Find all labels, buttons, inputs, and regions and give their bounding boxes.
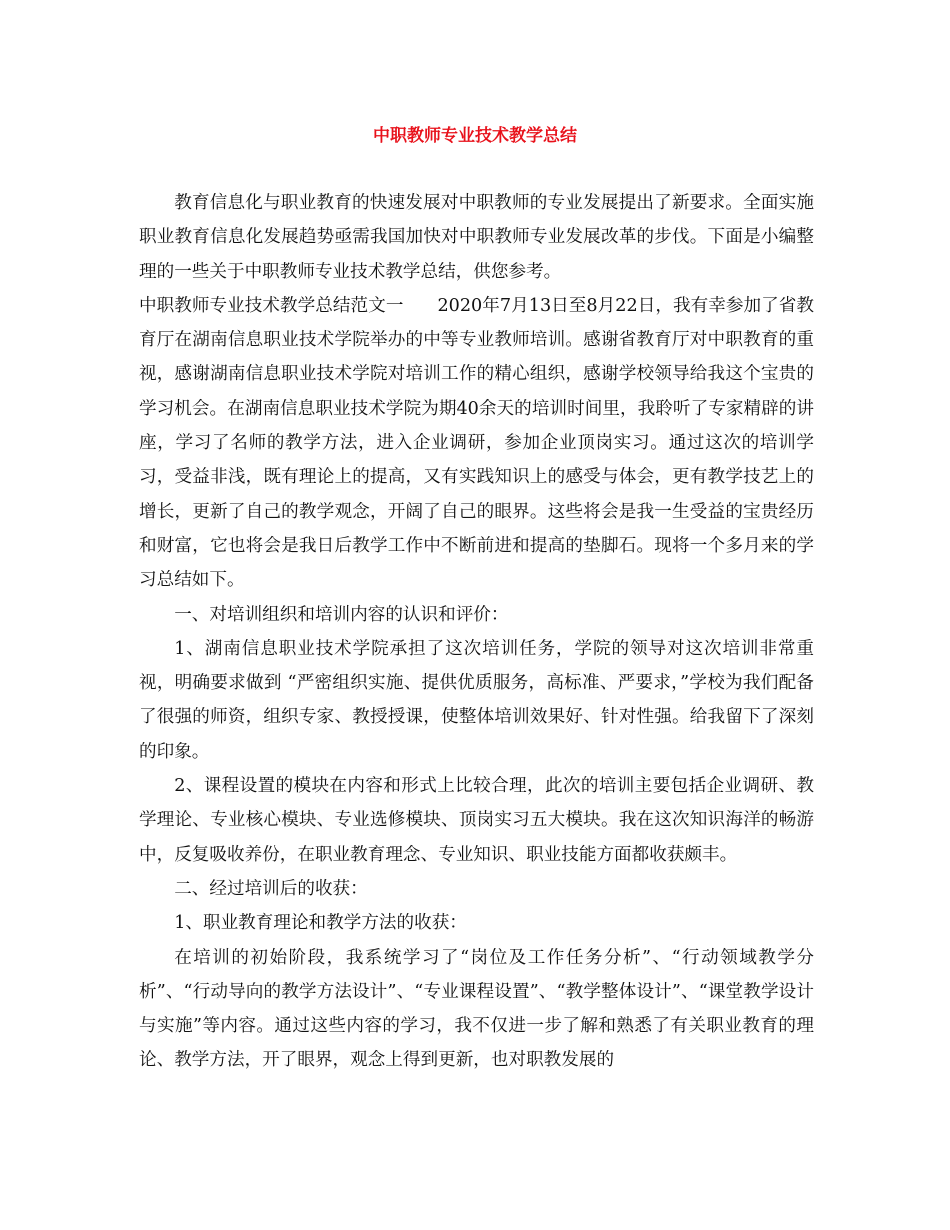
document-body: [139, 186, 814, 1078]
intro-paragraph: 教育信息化与职业教育的快速发展对中职教师的专业发展提出了新要求。全面实施职业教育信息化发展趋势亟需我国加快对中职教师专业发展改革的步伐。下面是小编整理的一些关于中职教师专业技术教学总结，供您参考。: [139, 193, 814, 282]
document-title: 中职教师专业技术教学总结: [373, 126, 577, 146]
subsection-heading-2-1: 1、职业教育理论和教学方法的收获：: [174, 913, 467, 934]
paragraph-2-1: 在培训的初始阶段，我系统学习了“岗位及工作任务分析”、“行动领域教学分析”、“行动导向的教学方法设计”、“专业课程设置”、“教学整体设计”、“课堂教学设计与实施”等内容。通过这些内容的学习，我不仅进一步了解和熟悉了有关职业教育的理论、教学方法，开了眼界，观念上得到更新，也对职教发展的: [139, 947, 814, 1071]
sample-paragraph: [139, 289, 814, 598]
section-heading-2: 二、经过培训后的收获：: [174, 878, 368, 899]
section-heading-1: 一、对培训组织和培训内容的认识和评价：: [174, 604, 509, 625]
paragraph-1-2: 2、课程设置的模块在内容和形式上比较合理，此次的培训主要包括企业调研、教学理论、专业核心模块、专业选修模块、顶岗实习五大模块。我在这次知识海洋的畅游中，反复吸收养份，在职业教育理念、专业知识、职业技能方面都收获颇丰。: [139, 776, 814, 865]
paragraph-1-1: 1、湖南信息职业技术学院承担了这次培训任务，学院的领导对这次培训非常重视，明确要求做到 “严密组织实施、提供优质服务，高标准、严要求，”学校为我们配备了很强的师资，组织专家、教授授课，使整体培训效果好、针对性强。给我留下了深刻的印象。: [139, 638, 814, 762]
sample-heading: 中职教师专业技术教学总结范文一: [139, 295, 404, 316]
sample-body: 2020年7月13日至8月22日，我有幸参加了省教育厅在湖南信息职业技术学院举办的中等专业教师培训。感谢省教育厅对中职教育的重视，感谢湖南信息职业技术学院对培训工作的精心组织，感谢学校领导给我这个宝贵的学习机会。在湖南信息职业技术学院为期40余天的培训时间里，我聆听了专家精辟的讲座，学习了名师的教学方法，进入企业调研，参加企业顶岗实习。通过这次的培训学习，受益非浅，既有理论上的提高，又有实践知识上的感受与体会，更有教学技艺上的增长，更新了自己的教学观念，开阔了自己的眼界。这些将会是我一生受益的宝贵经历和财富，它也将会是我日后教学工作中不断前进和提高的垫脚石。现将一个多月来的学习总结如下。: [139, 295, 814, 591]
